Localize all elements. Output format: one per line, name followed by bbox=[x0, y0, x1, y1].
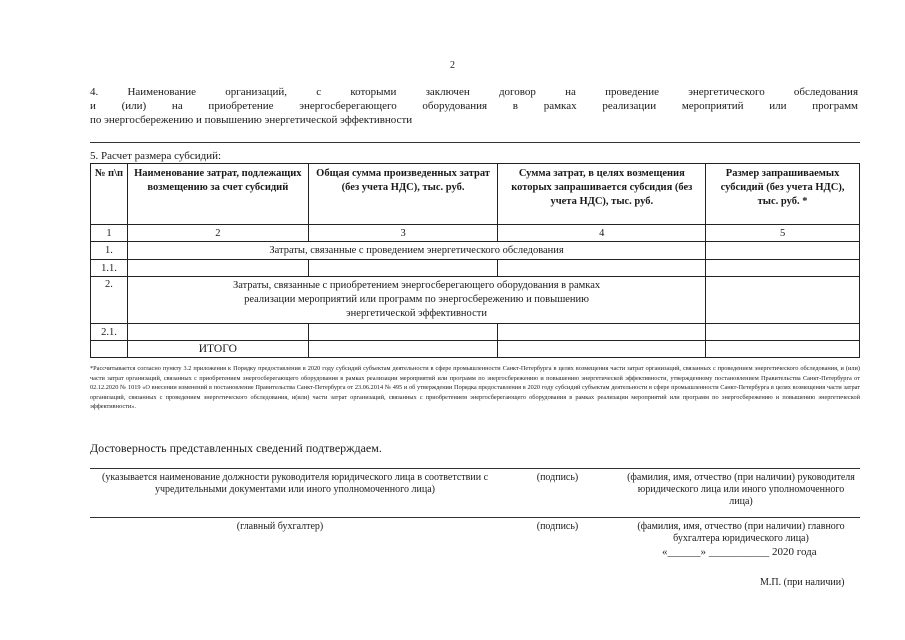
head-signature-caption: (подпись) bbox=[536, 472, 579, 483]
head-position-caption: (указывается наименование должности руководителя юридического лица в соответствии с учредительными документами или иного уполномоченного лица) bbox=[101, 472, 489, 495]
table-total-row bbox=[91, 341, 860, 358]
head-signature-line bbox=[90, 468, 860, 469]
row-number: 2.1. bbox=[91, 324, 128, 341]
col-number: 5 bbox=[706, 225, 860, 242]
accountant-signature-caption: (подпись) bbox=[536, 521, 579, 532]
cell-empty bbox=[308, 341, 498, 358]
section-4-line-1: 4. Наименование организаций, с которыми заключен договор на проведение энергетического обследования bbox=[90, 86, 858, 98]
stamp-placeholder: М.П. (при наличии) bbox=[760, 577, 845, 588]
head-name-caption: (фамилия, имя, отчество (при наличии) руководителя юридического лица или иного уполномоченного лица) bbox=[627, 472, 855, 507]
row-number: 1. bbox=[91, 242, 128, 260]
cell-empty bbox=[498, 260, 706, 277]
row-equipment-label: Затраты, связанные с приобретением энергосберегающего оборудования в рамках реализации мероприятий или программ по энергосбережению и повышению энергетической эффективности bbox=[127, 277, 705, 324]
cell-empty bbox=[308, 324, 498, 341]
total-label: ИТОГО bbox=[127, 341, 308, 358]
header-total-costs: Общая сумма произведенных затрат (без учета НДС), тыс. руб. bbox=[308, 164, 498, 225]
signing-date: «______» ___________ 2020 года bbox=[662, 546, 817, 558]
cell-empty bbox=[706, 341, 860, 358]
section-4-organizations bbox=[90, 85, 858, 127]
table-header-row bbox=[91, 164, 860, 225]
col-number: 4 bbox=[498, 225, 706, 242]
accountant-name-caption: (фамилия, имя, отчество (при наличии) главного бухгалтера юридического лица) bbox=[637, 521, 845, 544]
table-row bbox=[91, 242, 860, 260]
column-number-row bbox=[91, 225, 860, 242]
header-cost-name: Наименование затрат, подлежащих возмещению за счет субсидий bbox=[127, 164, 308, 225]
cell-empty bbox=[498, 324, 706, 341]
accountant-position-caption: (главный бухгалтер) bbox=[236, 521, 324, 532]
confirmation-statement: Достоверность представленных сведений подтверждаем. bbox=[90, 441, 382, 455]
page-number: 2 bbox=[450, 60, 455, 71]
section-4-line-3: по энергосбережению и повышению энергетической эффективности bbox=[90, 114, 413, 126]
section-4-line-2: и (или) на приобретение энергосберегающего оборудования в рамках реализации мероприятий или программ bbox=[90, 100, 858, 112]
row-number: 2. bbox=[91, 277, 128, 324]
section-5-title: 5. Расчет размера субсидий: bbox=[90, 150, 222, 162]
header-number: № п\п bbox=[91, 164, 128, 225]
cell-empty bbox=[127, 260, 308, 277]
subsidy-calculation-table bbox=[90, 163, 860, 358]
cell-empty bbox=[498, 341, 706, 358]
cell-empty bbox=[308, 260, 498, 277]
cell-empty bbox=[91, 341, 128, 358]
col-number: 1 bbox=[91, 225, 128, 242]
table-row bbox=[91, 324, 860, 341]
col-number: 2 bbox=[127, 225, 308, 242]
organizations-answer-line bbox=[90, 142, 860, 143]
row-energy-audit-label: Затраты, связанные с проведением энергетического обследования bbox=[127, 242, 705, 260]
cell-empty bbox=[706, 324, 860, 341]
cell-empty bbox=[706, 277, 860, 324]
row-number: 1.1. bbox=[91, 260, 128, 277]
footnote: *Рассчитывается согласно пункту 3.2 приложения к Порядку предоставления в 2020 году субсидий субъектам деятельности в сфере промышленности Санкт-Петербурга в целях возмещения части затрат организаций, связанных с проведением энергетического обследования, и (или) части затрат организаций, связанных с приобретением энергосберегающего оборудования в рамках реализации мероприятий или программ по энергосбережению и повышению энергетической эффективности, утвержденному постановлением Правительства Санкт-Петербурга от 02.12.2020 № 1019 «О внесении изменений в постановление Правительства Санкт-Петербурга от 23.06.2014 № 495 и об утверждении Порядка предоставления в 2020 году субсидий субъектам деятельности в сфере промышленности Санкт-Петербурга в целях возмещения части затрат организаций, связанных с проведением энергетического обследования, и(или) части затрат организаций, связанных с приобретением энергосберегающего оборудования в рамках реализации мероприятий или программ по энергосбережению и повышению энергетической эффективности». bbox=[90, 365, 860, 410]
header-reimbursable-costs: Сумма затрат, в целях возмещения которых запрашивается субсидия (без учета НДС), тыс. руб. bbox=[498, 164, 706, 225]
table-row bbox=[91, 277, 860, 324]
accountant-signature-line bbox=[90, 517, 860, 518]
cell-empty bbox=[127, 324, 308, 341]
cell-empty bbox=[706, 260, 860, 277]
table-row bbox=[91, 260, 860, 277]
cell-empty bbox=[706, 242, 860, 260]
col-number: 3 bbox=[308, 225, 498, 242]
header-subsidy-amount: Размер запрашиваемых субсидий (без учета НДС), тыс. руб. * bbox=[706, 164, 860, 225]
